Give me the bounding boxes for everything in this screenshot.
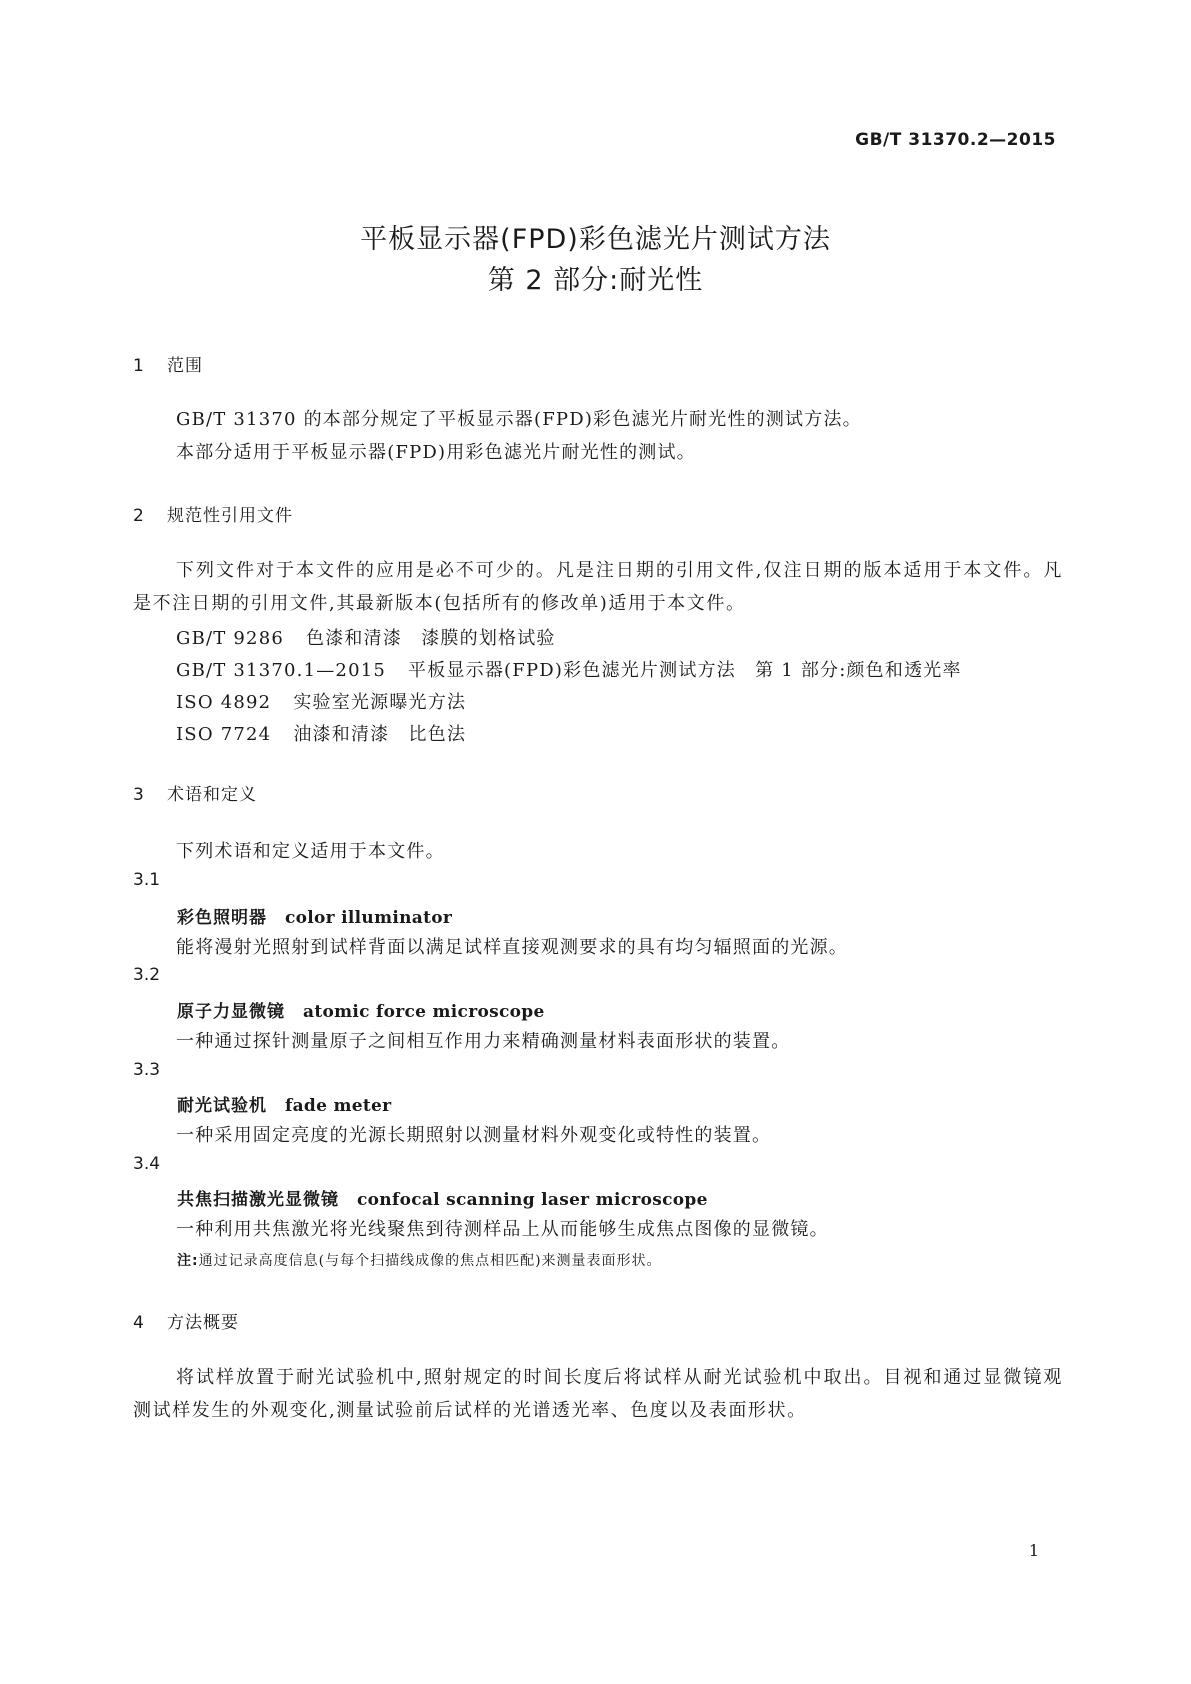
term-number: 3.4 [133,1154,161,1174]
reference-code: ISO 7724 [176,724,272,745]
reference-code: ISO 4892 [176,692,272,713]
reference-item [176,624,556,650]
reference-title: 油漆和清漆 比色法 [293,724,467,745]
section-title: 范围 [167,356,203,376]
section-number: 3 [133,785,145,805]
term-definition: 一种采用固定亮度的光源长期照射以测量材料外观变化或特性的装置。 [176,1125,772,1146]
term-number: 3.3 [133,1060,161,1080]
term-name [177,997,545,1022]
term-name [177,903,452,928]
paragraph: 下列术语和定义适用于本文件。 [176,841,445,862]
term-definition: 能将漫射光照射到试样背面以满足试样直接观测要求的具有均匀辐照面的光源。 [176,937,848,958]
term-name [177,1185,708,1210]
document-subtitle: 第 2 部分:耐光性 [487,265,704,296]
note-label: 注: [177,1253,199,1269]
reference-code: GB/T 9286 [176,628,285,649]
term-en: color illuminator [285,908,453,928]
section-4-heading [133,1308,239,1333]
section-number: 1 [133,356,145,376]
term-note [177,1250,662,1270]
page-number: 1 [1028,1541,1039,1560]
section-2-heading [133,501,293,526]
section-title: 规范性引用文件 [167,506,293,526]
term-en: confocal scanning laser microscope [357,1190,708,1210]
paragraph: 下列文件对于本文件的应用是必不可少的。凡是注日期的引用文件,仅注日期的版本适用于本文件。凡是不注日期的引用文件,其最新版本(包括所有的修改单)适用于本文件。 [133,560,1063,614]
term-zh: 共焦扫描激光显微镜 [177,1190,339,1210]
term-name [177,1091,391,1116]
reference-title: 色漆和清漆 漆膜的划格试验 [306,628,556,649]
document-title: 平板显示器(FPD)彩色滤光片测试方法 [360,224,831,255]
term-number: 3.1 [133,870,161,890]
term-zh: 彩色照明器 [177,908,267,928]
term-zh: 原子力显微镜 [177,1002,285,1022]
note-text: 通过记录高度信息(与每个扫描线成像的焦点相匹配)来测量表面形状。 [198,1253,662,1269]
reference-item [176,688,466,714]
section-number: 2 [133,506,145,526]
paragraph: 本部分适用于平板显示器(FPD)用彩色滤光片耐光性的测试。 [176,442,696,463]
section-3-heading [133,780,257,805]
term-number: 3.2 [133,965,161,985]
reference-item [176,720,466,746]
term-definition: 一种利用共焦激光将光线聚焦到待测样品上从而能够生成焦点图像的显微镜。 [176,1219,829,1240]
term-definition: 一种通过探针测量原子之间相互作用力来精确测量材料表面形状的装置。 [176,1031,791,1052]
section-1-heading [133,351,203,376]
term-en: atomic force microscope [303,1002,545,1022]
reference-title: 实验室光源曝光方法 [293,692,467,713]
paragraph: 将试样放置于耐光试验机中,照射规定的时间长度后将试样从耐光试验机中取出。目视和通过显微镜观测试样发生的外观变化,测量试验前后试样的光谱透光率、色度以及表面形状。 [133,1367,1063,1421]
reference-title: 平板显示器(FPD)彩色滤光片测试方法 第 1 部分:颜色和透光率 [408,660,962,681]
section-title: 术语和定义 [167,785,257,805]
term-zh: 耐光试验机 [177,1096,267,1116]
section-title: 方法概要 [167,1313,239,1333]
reference-code: GB/T 31370.1—2015 [176,660,387,681]
paragraph: GB/T 31370 的本部分规定了平板显示器(FPD)彩色滤光片耐光性的测试方法。 [176,409,862,430]
term-en: fade meter [285,1096,392,1116]
reference-item [176,656,962,682]
section-number: 4 [133,1313,145,1333]
standard-code: GB/T 31370.2—2015 [855,130,1056,150]
